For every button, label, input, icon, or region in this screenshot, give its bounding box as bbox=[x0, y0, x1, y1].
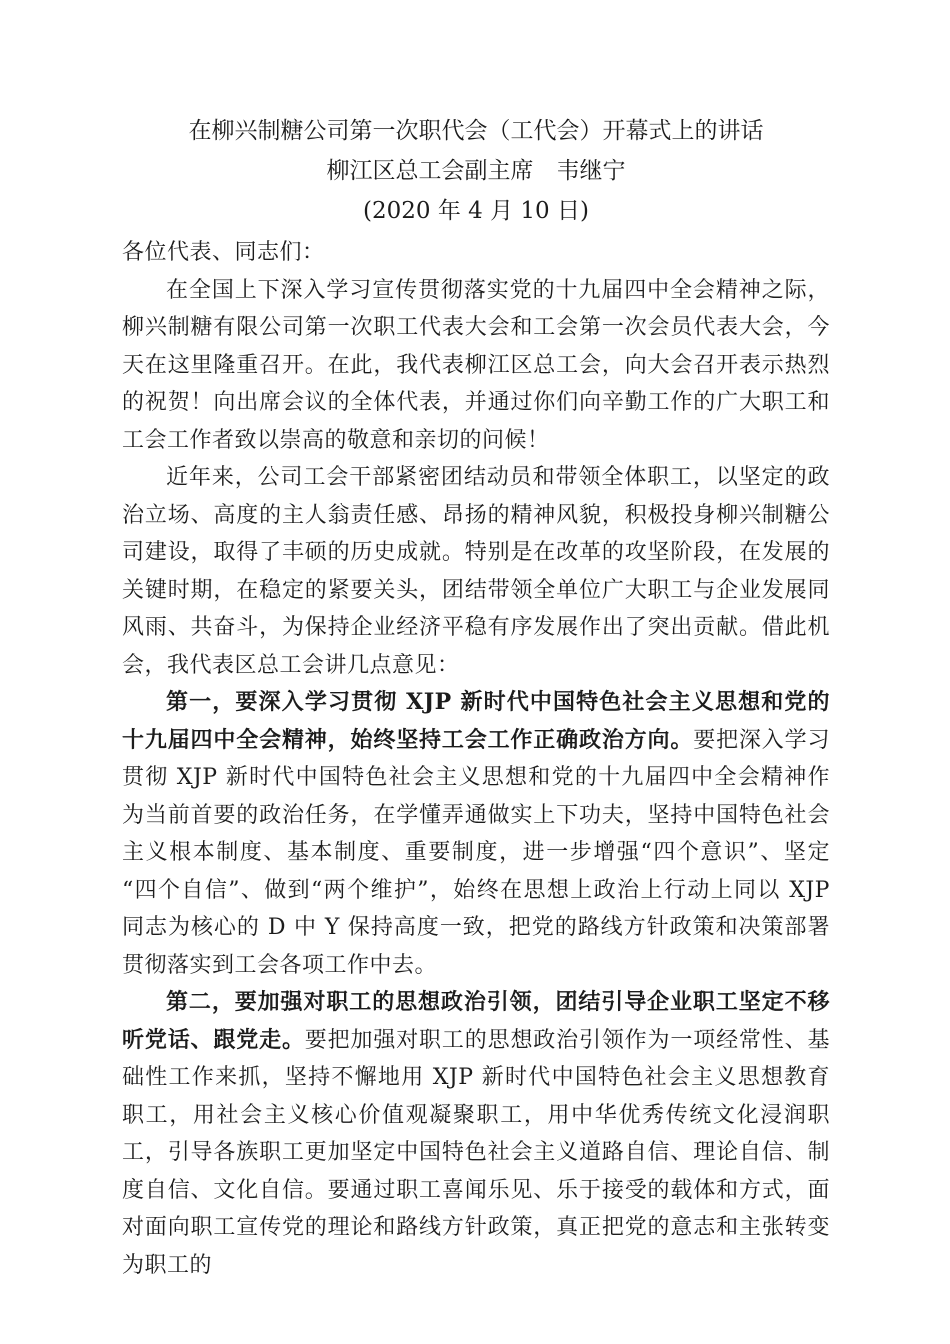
body-paragraph bbox=[122, 272, 830, 460]
paragraph-text: 各位代表、同志们： bbox=[122, 240, 325, 265]
paragraph-text: 要把深入学习贯彻 XJP 新时代中国特色社会主义思想和党的十九届四中全会精神作为当前首要的政治任务，在学懂弄通做实上下功夫，坚持中国特色社会主义根本制度、基本制度、重要制度，进一步增强“四个意识”、坚定“四个自信”、做到“两个维护”，始终在思想上政治上行动上同以 XJP 同志为核心的 D 中 Y 保持高度一致，把党的路线方针政策和决策部署贯彻落实到工会各项工作中去。 bbox=[122, 727, 830, 978]
document-author-line: 柳江区总工会副主席 韦继宁 bbox=[326, 158, 626, 184]
body-paragraph bbox=[122, 984, 830, 1284]
paragraph-bold-lead: 第二，要加强对职工的思想政治引领，团结引导企业职工坚定不移听党话、跟党走。 bbox=[122, 989, 830, 1053]
paragraph-text: 要把加强对职工的思想政治引领作为一项经常性、基础性工作来抓，坚持不懈地用 XJP 新时代中国特色社会主义思想教育职工，用社会主义核心价值观凝聚职工，用中华优秀传统文化浸润职工，引导各族职工更加坚定中国特色社会主义道路自信、理论自信、制度自信、文化自信。要通过职工喜闻乐见、乐于接受的载体和方式，面对面向职工宣传党的理论和路线方针政策，真正把党的意志和主张转变为职工的 bbox=[122, 1027, 830, 1278]
paragraph-text: 在全国上下深入学习宣传贯彻落实党的十九届四中全会精神之际，柳兴制糖有限公司第一次职工代表大会和工会第一次会员代表大会，今天在这里隆重召开。在此，我代表柳江区总工会，向大会召开表示热烈的祝贺！向出席会议的全体代表，并通过你们向辛勤工作的广大职工和工会工作者致以崇高的敬意和亲切的问候！ bbox=[122, 277, 830, 453]
paragraph-text: 近年来，公司工会干部紧密团结动员和带领全体职工，以坚定的政治立场、高度的主人翁责任感、昂扬的精神风貌，积极投身柳兴制糖公司建设，取得了丰硕的历史成就。特别是在改革的攻坚阶段，在发展的关键时期，在稳定的紧要关头，团结带领全单位广大职工与企业发展同风雨、共奋斗，为保持企业经济平稳有序发展作出了突出贡献。借此机会，我代表区总工会讲几点意见： bbox=[122, 465, 830, 678]
body-paragraph bbox=[122, 459, 830, 684]
paragraph-bold-lead: 第一，要深入学习贯彻 XJP 新时代中国特色社会主义思想和党的十九届四中全会精神，始终坚持工会工作正确政治方向。 bbox=[122, 689, 830, 753]
body-paragraph bbox=[122, 684, 830, 984]
document-body bbox=[122, 234, 830, 1284]
document-title: 在柳兴制糖公司第一次职代会（工代会）开幕式上的讲话 bbox=[188, 118, 764, 144]
document-date-line: (2020 年 4 月 10 日) bbox=[363, 198, 589, 224]
salutation-paragraph bbox=[122, 234, 830, 272]
document-content bbox=[122, 111, 830, 1284]
